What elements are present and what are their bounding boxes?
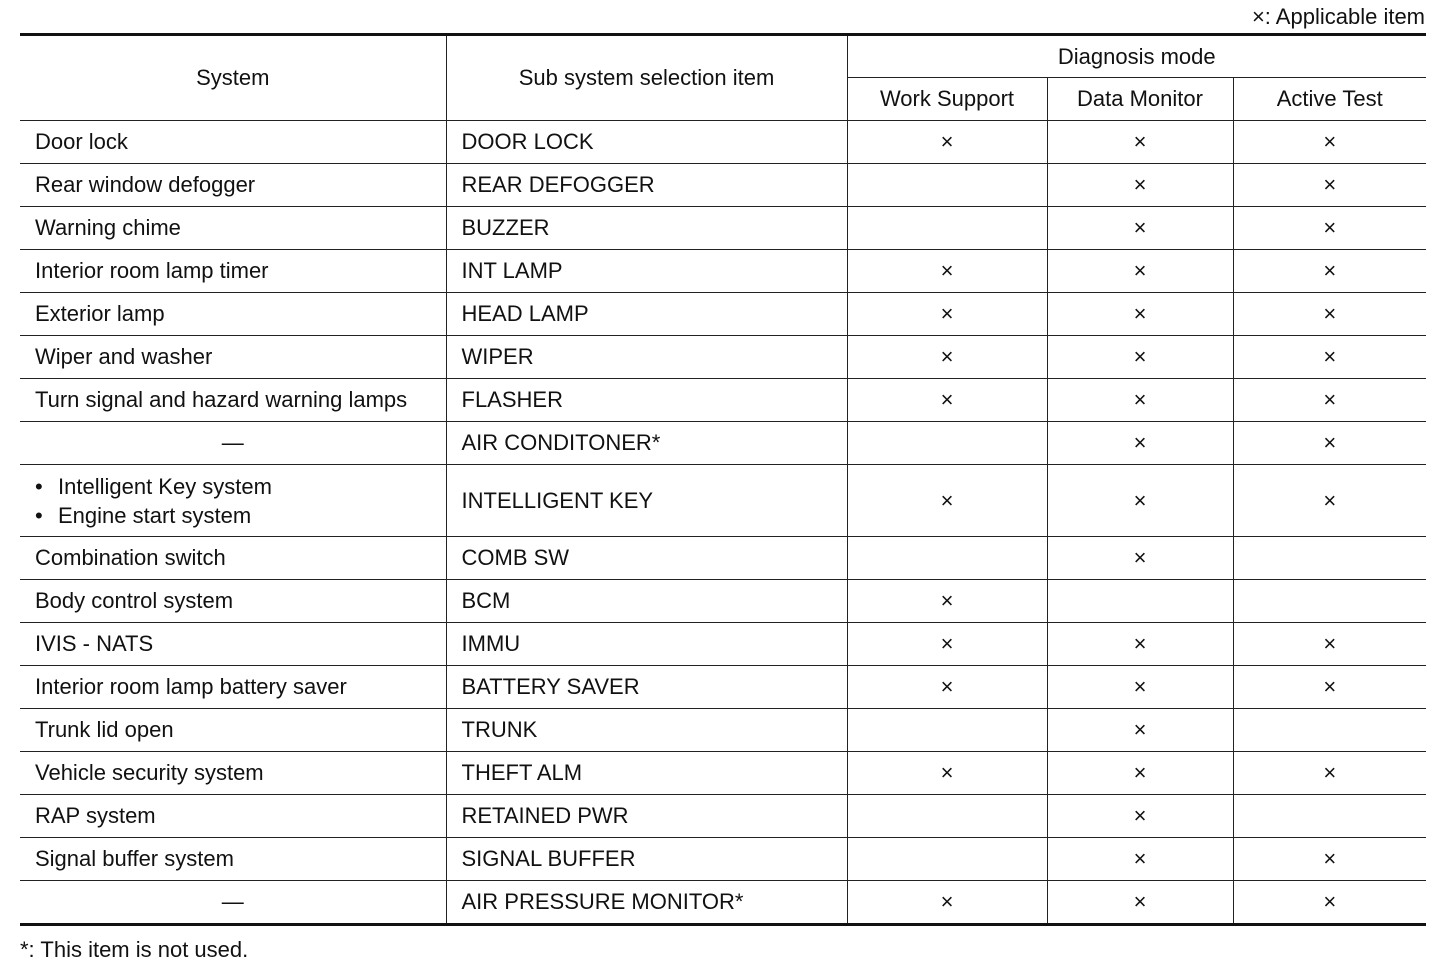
applicable-mark-icon: × [940,258,954,283]
work-support-cell [847,336,1047,379]
system-cell: Combination switch [20,537,446,580]
table-row [20,379,1426,422]
system-bullet-item [35,501,446,530]
work-support-cell [847,422,1047,465]
table-row [20,293,1426,336]
sub-system-cell: THEFT ALM [446,752,847,795]
system-bullet-list [35,472,446,530]
applicable-mark-icon: × [940,301,954,326]
table-row [20,838,1426,881]
applicable-mark-icon: × [940,631,954,656]
header-data-monitor: Data Monitor [1047,78,1233,121]
footnote: *: This item is not used. [20,937,249,962]
active-test-cell [1233,838,1426,881]
applicable-mark-icon: × [1323,258,1337,283]
bullet-icon: • [35,502,43,528]
system-cell: Trunk lid open [20,709,446,752]
header-diagnosis-mode: Diagnosis mode [847,35,1426,78]
applicable-mark-icon: × [1133,631,1147,656]
sub-system-cell: DOOR LOCK [446,121,847,164]
work-support-cell [847,207,1047,250]
applicable-mark-icon: × [1133,215,1147,240]
applicable-mark-icon: × [1323,344,1337,369]
system-bullet-text: Intelligent Key system [58,473,272,499]
applicable-mark-icon: × [1133,430,1147,455]
active-test-cell [1233,666,1426,709]
table-row [20,121,1426,164]
data-monitor-cell [1047,164,1233,207]
work-support-cell [847,293,1047,336]
active-test-cell [1233,293,1426,336]
table-row [20,881,1426,925]
table-row [20,250,1426,293]
applicable-mark-icon: × [1133,387,1147,412]
work-support-cell [847,752,1047,795]
applicable-mark-icon: × [1323,846,1337,871]
active-test-cell [1233,537,1426,580]
active-test-cell [1233,752,1426,795]
system-cell: — [20,881,446,925]
work-support-cell [847,580,1047,623]
data-monitor-cell [1047,207,1233,250]
applicable-mark-icon: × [940,487,954,513]
header-sub-system: Sub system selection item [446,35,847,121]
active-test-cell [1233,207,1426,250]
table-row [20,537,1426,580]
applicable-mark-icon: × [1133,545,1147,570]
legend-note: ×: Applicable item [1251,4,1425,29]
data-monitor-cell [1047,795,1233,838]
table-row [20,709,1426,752]
active-test-cell [1233,881,1426,925]
sub-system-cell: AIR PRESSURE MONITOR* [446,881,847,925]
table-row [20,795,1426,838]
applicable-mark-icon: × [1323,129,1337,154]
applicable-mark-icon: × [1133,803,1147,828]
data-monitor-cell [1047,379,1233,422]
applicable-mark-icon: × [1133,846,1147,871]
sub-system-cell: BUZZER [446,207,847,250]
applicable-mark-icon: × [1133,301,1147,326]
applicable-mark-icon: × [940,760,954,785]
applicable-mark-icon: × [940,387,954,412]
table-header-row [20,35,1426,78]
table-row [20,623,1426,666]
work-support-cell [847,666,1047,709]
work-support-cell [847,623,1047,666]
applicable-mark-icon: × [940,889,954,914]
applicable-mark-icon: × [1133,129,1147,154]
table-row [20,336,1426,379]
system-cell: RAP system [20,795,446,838]
data-monitor-cell [1047,121,1233,164]
system-cell: Interior room lamp timer [20,250,446,293]
data-monitor-cell [1047,293,1233,336]
applicable-mark-icon: × [940,674,954,699]
system-cell [20,465,446,537]
sub-system-cell: HEAD LAMP [446,293,847,336]
sub-system-cell: COMB SW [446,537,847,580]
sub-system-cell: INT LAMP [446,250,847,293]
applicable-mark-icon: × [1133,889,1147,914]
diagnosis-mode-table [20,33,1426,926]
active-test-cell [1233,709,1426,752]
applicable-mark-icon: × [940,129,954,154]
applicable-mark-icon: × [1323,487,1337,513]
data-monitor-cell [1047,537,1233,580]
table-row [20,422,1426,465]
applicable-mark-icon: × [1133,760,1147,785]
active-test-cell [1233,580,1426,623]
system-cell: — [20,422,446,465]
header-active-test: Active Test [1233,78,1426,121]
applicable-mark-icon: × [1133,717,1147,742]
applicable-mark-icon: × [1323,301,1337,326]
sub-system-cell: TRUNK [446,709,847,752]
system-bullet-item [35,472,446,501]
sub-system-cell: FLASHER [446,379,847,422]
header-system: System [20,35,446,121]
system-bullet-text: Engine start system [58,502,252,528]
sub-system-cell: IMMU [446,623,847,666]
data-monitor-cell [1047,838,1233,881]
applicable-mark-icon: × [1133,172,1147,197]
system-cell: Vehicle security system [20,752,446,795]
sub-system-cell: WIPER [446,336,847,379]
system-cell: IVIS - NATS [20,623,446,666]
sub-system-cell: AIR CONDITONER* [446,422,847,465]
applicable-mark-icon: × [940,344,954,369]
applicable-mark-icon: × [1133,487,1147,513]
work-support-cell [847,465,1047,537]
active-test-cell [1233,336,1426,379]
data-monitor-cell [1047,623,1233,666]
applicable-mark-icon: × [940,588,954,613]
table-row [20,580,1426,623]
system-cell: Body control system [20,580,446,623]
active-test-cell [1233,422,1426,465]
active-test-cell [1233,379,1426,422]
data-monitor-cell [1047,336,1233,379]
data-monitor-cell [1047,752,1233,795]
system-cell: Door lock [20,121,446,164]
table-row [20,666,1426,709]
work-support-cell [847,709,1047,752]
applicable-mark-icon: × [1323,430,1337,455]
active-test-cell [1233,164,1426,207]
applicable-mark-icon: × [1133,344,1147,369]
system-cell: Warning chime [20,207,446,250]
applicable-mark-icon: × [1323,172,1337,197]
sub-system-cell: RETAINED PWR [446,795,847,838]
active-test-cell [1233,250,1426,293]
bullet-icon: • [35,473,43,499]
table-body [20,121,1426,925]
data-monitor-cell [1047,250,1233,293]
sub-system-cell: SIGNAL BUFFER [446,838,847,881]
work-support-cell [847,250,1047,293]
work-support-cell [847,121,1047,164]
data-monitor-cell [1047,666,1233,709]
header-work-support: Work Support [847,78,1047,121]
table-row [20,752,1426,795]
system-cell: Rear window defogger [20,164,446,207]
applicable-mark-icon: × [1323,889,1337,914]
work-support-cell [847,379,1047,422]
sub-system-cell: INTELLIGENT KEY [446,465,847,537]
table-row [20,207,1426,250]
data-monitor-cell [1047,709,1233,752]
data-monitor-cell [1047,465,1233,537]
applicable-mark-icon: × [1323,215,1337,240]
data-monitor-cell [1047,881,1233,925]
table-row [20,465,1426,537]
system-cell: Signal buffer system [20,838,446,881]
data-monitor-cell [1047,580,1233,623]
work-support-cell [847,881,1047,925]
system-cell: Wiper and washer [20,336,446,379]
applicable-mark-icon: × [1323,674,1337,699]
active-test-cell [1233,795,1426,838]
work-support-cell [847,537,1047,580]
active-test-cell [1233,121,1426,164]
system-cell: Turn signal and hazard warning lamps [20,379,446,422]
table-row [20,164,1426,207]
applicable-mark-icon: × [1323,760,1337,785]
sub-system-cell: REAR DEFOGGER [446,164,847,207]
active-test-cell [1233,623,1426,666]
applicable-mark-icon: × [1133,674,1147,699]
data-monitor-cell [1047,422,1233,465]
sub-system-cell: BCM [446,580,847,623]
work-support-cell [847,795,1047,838]
applicable-mark-icon: × [1323,387,1337,412]
work-support-cell [847,838,1047,881]
applicable-mark-icon: × [1133,258,1147,283]
applicable-mark-icon: × [1323,631,1337,656]
active-test-cell [1233,465,1426,537]
system-cell: Interior room lamp battery saver [20,666,446,709]
work-support-cell [847,164,1047,207]
system-cell: Exterior lamp [20,293,446,336]
sub-system-cell: BATTERY SAVER [446,666,847,709]
